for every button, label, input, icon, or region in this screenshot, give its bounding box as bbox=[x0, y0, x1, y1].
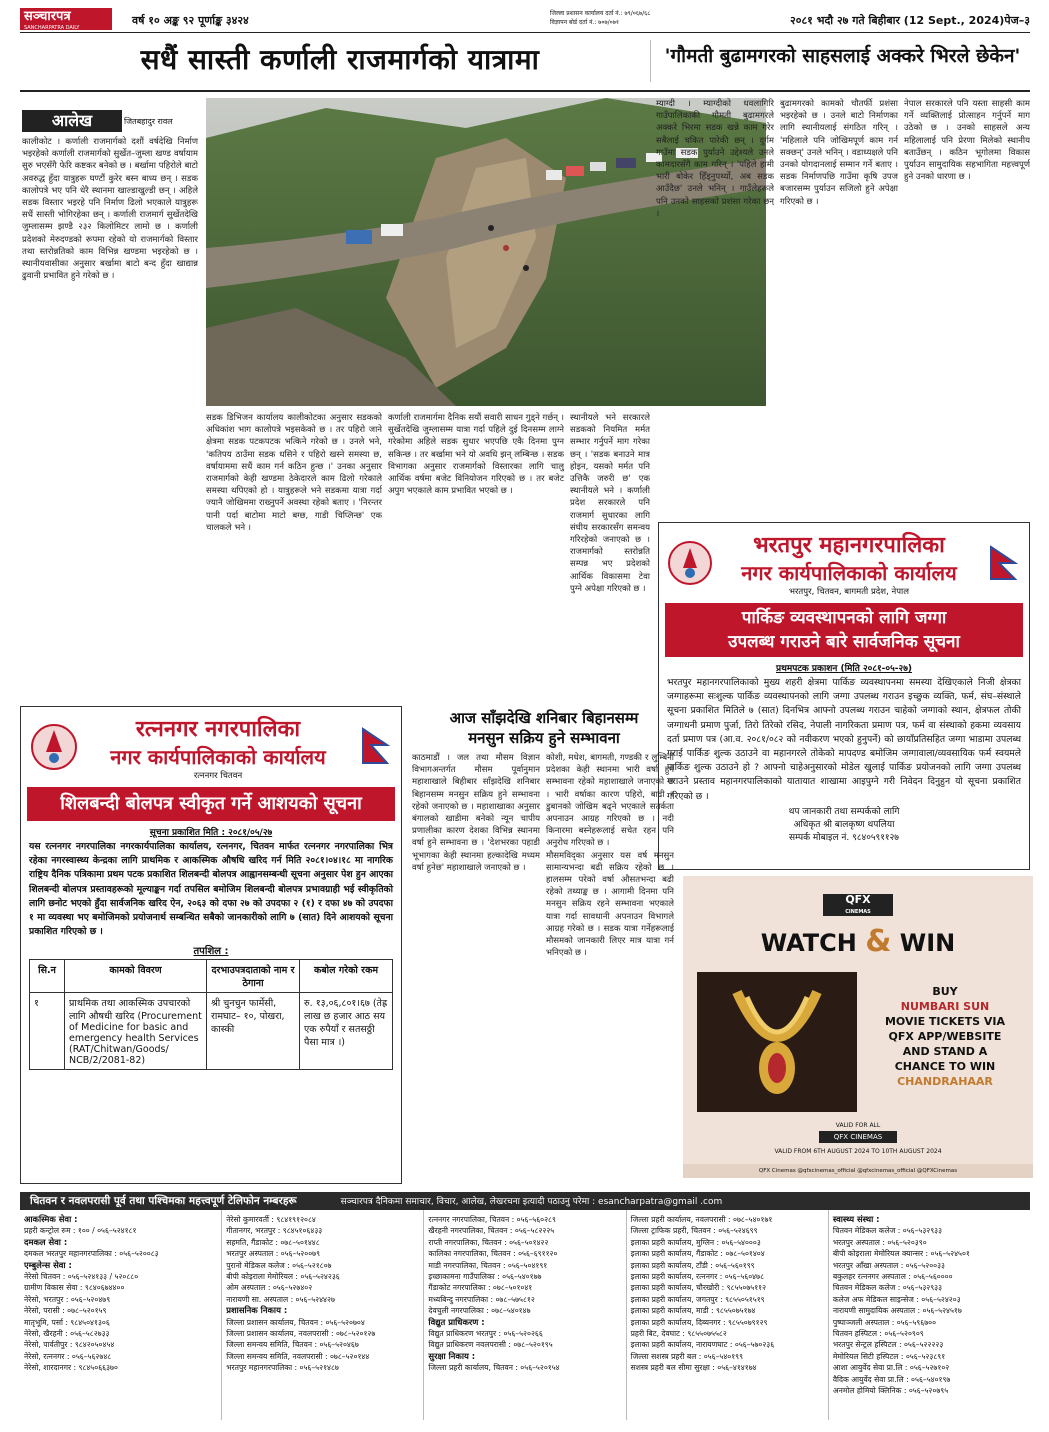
directory-column-5 bbox=[829, 1210, 1030, 1420]
directory-heading: स्वास्थ्य संस्था : bbox=[832, 1214, 880, 1224]
directory-entry: जिल्ला सशस्त्र प्रहरी बल : ०५६–५४०१९९ bbox=[630, 1351, 744, 1361]
directory-entry: मेमोरियल सिटी हस्पिटल : ०५६–५२३८९१ bbox=[832, 1351, 946, 1361]
bharatpur-title: पार्किङ व्यवस्थापनको लागि जग्गा उपलब्ध गराउने बारे सार्वजनिक सूचना bbox=[665, 603, 1023, 657]
directory-entry: भरतपुर अस्पताल : ०५६–५२००७९ bbox=[226, 1249, 321, 1259]
directory-entry: मध्यबिन्दु नगरपालिका : ०७८–५७५८१२ bbox=[428, 1294, 535, 1304]
watch-win-title: WATCH & WIN bbox=[760, 924, 956, 959]
publication-date: २०८१ भदौ २७ गते बिहीबार (12 Sept., 2024) bbox=[790, 14, 1005, 27]
directory-bar: चितवन र नवलपरासी पूर्व तथा पश्चिमका महत्त्वपूर्ण टेलिफोन नम्बरहरू सञ्चारपत्र दैनिकमा समाचार, विचार, आलेख, लेखरचना इत्यादी पठाउनु परेमा : esancharpatra@gmail .com bbox=[20, 1192, 1030, 1210]
directory-entry: इलाका प्रहरी कार्यालय, चौरखोरी : ९८५५०७५११२ bbox=[630, 1283, 767, 1293]
directory-entry: भरतपुर महानगरपालिका : ०५६–५२१४८७ bbox=[226, 1363, 339, 1373]
article2-column-3: नेपाल सरकारले पनि यस्ता साहसी काम गर्ने व्यक्तिलाई प्रोत्साहन गर्नुपर्ने माग उठेको छ । उनको साहसले अन्य महिलालाई पनि प्रेरणा मिलेको स्थानीय बताउँछन् । कठिन भूगोलमा विकास पुर्याउन सामुदायिक सहभागिता महत्त्वपूर्ण हुने उनको धारणा छ । bbox=[904, 99, 1030, 183]
directory-entry: जिल्ला प्रहरी कार्यालय, चितवन : ०५६–५२०१५४ bbox=[428, 1363, 560, 1373]
valid-dates: VALID FROM 6TH AUGUST 2024 TO 10TH AUGUST 2024 bbox=[774, 1148, 942, 1155]
phone-directory bbox=[20, 1192, 1030, 1424]
directory-entry: भरतपुर अस्पताल : ०५६–५२०३९० bbox=[832, 1237, 927, 1247]
directory-entry: इलाका प्रहरी कार्यालय, मुग्लिन : ०५६–५४०००३ bbox=[630, 1237, 761, 1247]
directory-entry: कालिका नगरपालिका, चितवन : ०५६–६९११२० bbox=[428, 1249, 558, 1259]
bharatpur-pubdate: प्रथमपटक प्रकाशन (मिति २०८१-०५-२७) bbox=[775, 664, 912, 674]
directory-entry: कलेज अफ मेडिकल साइन्सेज : ०५६–५२४२०३ bbox=[832, 1294, 961, 1304]
registration-info: जिल्ला प्रशासन कार्यालय दर्ता नं.: ७९/०६७/६८ विज्ञापन बोर्ड दर्ता नं.: ७०७/०७१ bbox=[550, 10, 651, 26]
nepal-emblem-icon bbox=[667, 540, 713, 586]
ratnanagar-notice-ad bbox=[20, 706, 402, 1184]
directory-entry: दमकल भरतपुर महानगरपालिका : ०५६–५२००८३ bbox=[24, 1249, 159, 1259]
directory-entry: ओम अस्पताल : ०५६–५२७४०२ bbox=[226, 1283, 313, 1293]
directory-entry: बीपी कोइराला मेमोरियल : ०५६–५२४२३६ bbox=[226, 1272, 340, 1282]
directory-entry: माडी नगरपालिका, चितवन : ०५६–५०४१९१ bbox=[428, 1260, 548, 1270]
directory-heading: दमकल सेवा : bbox=[24, 1236, 68, 1247]
directory-entry: इलाका प्रहरी कार्यालय, गैंडाकोट : ०७८–५०१४०४ bbox=[630, 1249, 765, 1259]
masthead bbox=[20, 8, 1030, 33]
directory-entry: राप्ती नगरपालिका, चितवन : ०५६–५०१४२२ bbox=[428, 1237, 549, 1247]
directory-entry: नेरेसो, परासी : ०७८–५२०१५९ bbox=[24, 1306, 107, 1316]
valid-at: QFX CINEMAS bbox=[819, 1131, 897, 1143]
directory-entry: खैरहनी नगरपालिका, चितवन : ०५६–५८२२२५ bbox=[428, 1226, 555, 1236]
directory-heading: आकस्मिक सेवा : bbox=[24, 1214, 78, 1224]
directory-entry: जिल्ला समन्वय समिति, नवलपरासी : ०७८–५२०१४४ bbox=[226, 1351, 370, 1361]
directory-entry: इच्छाकामना गाउँपालिका : ०५६–५४०१७७ bbox=[428, 1272, 542, 1282]
directory-entry: जिल्ला प्रशासन कार्यालय, नवलपरासी : ०७८–५२०१२७ bbox=[226, 1329, 376, 1339]
directory-entry: इलाका प्रहरी कार्यालय, दिब्यनगर : ९८५५०७९१२९ bbox=[630, 1317, 768, 1327]
directory-entry: इलाका प्रहरी कार्यालय, माडी : ९८५५०७५१७४ bbox=[630, 1306, 756, 1316]
directory-entry: ग्रामीण विकास सेवा : ९८४०६७४४०० bbox=[24, 1283, 125, 1293]
directory-entry: आशा आयुर्वेद सेवा प्रा.लि : ०५६–५२७१०२ bbox=[832, 1363, 950, 1373]
nepal-emblem-icon bbox=[29, 722, 79, 772]
col-amount: कबोल गरेको रकम bbox=[300, 960, 393, 993]
directory-entry: सशस्त्र प्रहरी बल सीमा सुरक्षा : ०५६–४१४१७४ bbox=[630, 1363, 757, 1373]
directory-entry: नेरेसो, खैरहनी : ०५६–५८२७३३ bbox=[24, 1329, 110, 1339]
directory-entry: जिल्ला प्रशासन कार्यालय, चितवन : ०५६–५२०७०४ bbox=[226, 1317, 365, 1327]
section-label: आलेख bbox=[22, 110, 122, 132]
bharatpur-contact: थप जानकारी तथा सम्पर्कको लागि अधिकृत श्री बालकृष्ण थपलिया सम्पर्क मोबाइल नं. ९८४०५९११२७ bbox=[788, 806, 900, 843]
ratnanagar-address: रत्ननगर चितवन bbox=[193, 771, 243, 781]
qfx-offer-text: BUY NUMBARI SUN MOVIE TICKETS VIA QFX APP/WEBSITE AND STAND A CHANCE TO WIN CHANDRAHAAR bbox=[884, 985, 1006, 1088]
directory-entry: भरतपुर आँखा अस्पताल : ०५६–५२००३३ bbox=[832, 1260, 946, 1270]
directory-entry: चितवन मेडिकल कलेज : ०५६–५३२९३३ bbox=[832, 1226, 943, 1236]
directory-entry: पुष्पाञ्जली अस्पताल : ०५६–५९६७०० bbox=[832, 1317, 937, 1327]
directory-entry: गैंडाकोट नगरपालिका : ०७८–५०१०४१ bbox=[428, 1283, 533, 1293]
directory-entry: नारायणी सामुदायिक अस्पताल : ०५६–५२४५१७ bbox=[832, 1306, 962, 1316]
directory-entry: भरतपुर सेन्ट्रल हस्पिटल : ०५६–५२२२२३ bbox=[832, 1340, 944, 1350]
col-bidder: दरभाउपत्रदाताको नाम र ठेगाना bbox=[207, 960, 300, 993]
valid-for: VALID FOR ALL bbox=[835, 1122, 881, 1129]
directory-entry: गीतानगर, भरतपुर : ९८४५१०६४३३ bbox=[226, 1226, 323, 1236]
directory-entry: इलाका प्रहरी कार्यालय, टाँडी : ०५६–५६०१९९ bbox=[630, 1260, 755, 1270]
article1-headline: सधैं सास्ती कर्णाली राजमार्गको यात्रामा bbox=[140, 43, 540, 76]
necklace-image bbox=[697, 972, 857, 1112]
directory-heading: विद्युत प्राधिकरण : bbox=[428, 1316, 485, 1327]
article1-column-4: स्थानीयले भने सरकारले सडकको नियमित मर्मत सम्भार गर्नुपर्ने माग गरेका छन् । 'सडक बनाउने मात्र होइन, यसको मर्मत पनि उत्तिकै जरुरी छ' एक स्थानीयले भने । कर्णाली प्रदेश सरकारले पनि राजमार्ग सुधारका लागि संघीय सरकारसँग समन्वय गरिरहेको जनाएको छ । राजमार्गको स्तरोन्नति सम्पन्न भए प्रदेशको आर्थिक विकासमा टेवा पुग्ने अपेक्षा गरिएको छ । bbox=[570, 413, 650, 594]
directory-entry: इलाका प्रहरी कार्यालय, नारायणघाट : ०५६–५७०२३६ bbox=[630, 1340, 775, 1350]
ratnanagar-body: यस रत्ननगर नगरपालिका नगरकार्यपालिका कार्यालय, रत्ननगर, चितवन मार्फत रत्ननगर नगरपालिका भित्र रहेका नगरस्वास्थ्य केन्द्रका लागि प्राथमिक र आकस्मिक औषधि खरिद गर्न मिति २०८१।०४।१८ मा नागरिक राष्ट्रिय दैनिक पत्रिकामा प्रथम पटक प्रकाशित शिलबन्दी बोलपत्र आह्वानसम्बन्धी सूचना अनुसार पेश हुन आएका शिलबन्दी बोलपत्र प्रस्तावहरूको मूल्याङ्कन गर्दा तपसिल बमोजिम शिलबन्दी बोलपत्र प्रभावग्राही भई स्वीकृतिको लागि छनोट भएको हुँदा सार्वजनिक खरिद ऐन, २०६३ को दफा २७ को उपदफा २ (१) र दफा ४७ को उपदफा १ मा व्यवस्था भए बमोजिमको प्रयोजनार्थ सम्बन्धित सबैको जानकारीको लागि ७ (सात) दिने आशयको सूचना प्रकाशित गरिएको छ । bbox=[29, 841, 393, 938]
directory-entry: वैदिक आयुर्वेद सेवा प्रा.लि : ०५६–५४०१९७ bbox=[832, 1374, 951, 1384]
issue-info: वर्ष १० अङ्क ९२ पूर्णाङ्क ३४२४ bbox=[132, 14, 249, 27]
article1-column-3: कर्णाली राजमार्गमा दैनिक सयौं सवारी साधन गुड्ने गर्छन् । सुर्खेतदेखि जुम्लासम्म यात्रा गर्दा पहिले दुई दिनसम्म लाग्ने गरेकोमा अहिले सडक सुधार भएपछि एकै दिनमा पुग्न सकिन्छ । तर बर्खामा भने यो अवधि झन् लम्बिन्छ । सडक विभागका अनुसार राजमार्गको विस्तारका लागि चालु आर्थिक वर्षमा बजेट विनियोजन गरिएको छ । तर बजेट अपुग भएकाले काम प्रभावित भएको छ । bbox=[388, 413, 564, 497]
directory-entry: चितवन हस्पिटल : ०५६–५२०९०९ bbox=[832, 1329, 924, 1339]
directory-entry: देवचुली नगरपालिका : ०७८–५४०१४७ bbox=[428, 1306, 531, 1316]
directory-column-4 bbox=[627, 1210, 829, 1420]
ratnanagar-pubdate: सूचना प्रकाशित मिति : २०८१/०५/२७ bbox=[149, 828, 273, 838]
headline-divider bbox=[650, 40, 651, 82]
table-header-row bbox=[30, 960, 393, 993]
directory-entry: नेरेसो, शारदानगर : ९८४५०६६३७० bbox=[24, 1363, 118, 1373]
directory-entry: बीपी कोइराला मेमोरियल क्यान्सर : ०५६–५२४५०१ bbox=[832, 1249, 970, 1259]
bharatpur-address: भरतपुर, चितवन, बागमती प्रदेश, नेपाल bbox=[788, 587, 909, 597]
directory-entry: इलाका प्रहरी कार्यालय, जगतपुर : ९८५५०५१५१९ bbox=[630, 1294, 765, 1304]
newspaper-logo: सञ्चारपत्र SANCHARPATRA DAILY bbox=[20, 8, 112, 30]
col-description: कामको विवरण bbox=[65, 960, 207, 993]
header-rule bbox=[20, 90, 1030, 92]
directory-entry: जिल्ला समन्वय समिति, चितवन : ०५६–५२०४६७ bbox=[226, 1340, 359, 1350]
bharatpur-office: नगर कार्यपालिकाको कार्यालय bbox=[741, 561, 957, 585]
ratnanagar-office: नगर कार्यपालिकाको कार्यालय bbox=[110, 745, 326, 769]
article3-headline: आज साँझदेखि शनिबार बिहानसम्म मनसुन सक्रिय हुने सम्भावना bbox=[449, 709, 639, 747]
qfx-logo: QFX CINEMAS bbox=[823, 894, 893, 916]
directory-heading: सुरक्षा निकाय : bbox=[428, 1350, 476, 1361]
directory-entry: इलाका प्रहरी कार्यालय, रत्ननगर : ०५६–५६०४७८ bbox=[630, 1272, 765, 1282]
byline: जितबहादुर रावल bbox=[124, 117, 173, 126]
directory-column-1 bbox=[20, 1210, 222, 1420]
bharatpur-org: भरतपुर महानगरपालिका bbox=[753, 533, 945, 558]
tender-table bbox=[29, 959, 393, 1070]
directory-entry: बकुलहर रत्ननगर अस्पताल : ०५६–५६०००० bbox=[832, 1272, 953, 1282]
article2-column-1: म्याग्दी । म्याग्दीको धवलागिरि गाउँपालिकाकी गौमती बुढामगरले अक्करे भिरमा सडक खन्ने काम गरेर सबैलाई चकित पारेकी छन् । दुर्गम गाउँमा सडक पुर्याउने उद्देश्यले उनले कामदारसँगै काम गरिन् । 'पहिले हामी भारी बोकेर हिँड्नुपर्थ्यो, अब सडक आउँदैछ' उनले भनिन् । गाउँलेहरूले पनि उनको साहसको प्रशंसा गरेका छन् । bbox=[656, 99, 774, 219]
bharatpur-notice-ad bbox=[658, 522, 1030, 870]
directory-entry: नारायणी सा. अस्पताल : ०५६–५२४४२७ bbox=[226, 1294, 335, 1304]
bharatpur-body: भरतपुर महानगरपालिकाको मुख्य शहरी क्षेत्रमा पार्किङ व्यवस्थापनमा समस्या देखिएकाले निजी क्षेत्रका जग्गाहरूमा सःशुल्क पार्किङ व्यवस्थापनको लागि जग्गा उपलब्ध गराउन इच्छुक व्यक्ति, फर्म, संघ–संस्थाले सूचना प्रकाशित मितिले ७ (सात) दिनभित्र आफ्नो उपलब्ध गराउन चाहेको जग्गाको स्थान, क्षेत्रफल तोकी जग्गाधनी प्रमाण पुर्जा, तिरो तिरेको रसिद, नेपाली नागरिकता प्रमाण पत्र, फर्म वा संस्थाको हकमा व्यवसाय दर्ता प्रमाण पत्र (आ.व. २०८१/०८२ को नवीकरण भएको हुनुपर्ने) को छायाँप्रतिसहित जग्गा भाडामा उपलब्ध गराई पार्किङ शुल्क उठाउने वा महानगरले तोकेको मापदण्ड बमोजिम जग्गावाला/व्यवसायिक फर्म स्वयमले पार्किङ शुल्क उठाउने हो ? आफ्नो चाहेअनुसारको मोडेल खुलाई पार्किङ प्रयोजनको लागि जग्गा उपलब्ध गराउने प्रस्ताव महानगरपालिकाको यातायात शाखामा आइपुग्ने गरी निवेदन दिनुहुन यो सूचना प्रकाशित गरिएको छ । bbox=[667, 677, 1021, 802]
directory-column-2 bbox=[222, 1210, 424, 1420]
article1-column-2: सडक डिभिजन कार्यालय कालीकोटका अनुसार सडकको अधिकांश भाग कालोपत्रे भइसकेको छ । तर पहिरो जाने क्षेत्रमा सडक पटकपटक भत्किने गरेको छ । उनले भने, 'कतिपय ठाउँमा सडक धसिने र पहिरो खस्ने समस्या छ, वर्षायाममा सधैं काम गर्न कठिन हुन्छ ।' उनका अनुसार राजमार्गको केही खण्डमा ठेकेदारले काम ढिलो गरेकाले समस्या थपिएको हो । यात्रुहरूले भने सडकमा यात्रा गर्दा ज्यानै जोखिममा राख्नुपर्ने अवस्था रहेको बताए । 'निरन्तर पानी पर्दा बाटोमा माटो बग्छ, गाडी चिप्लिन्छ' एक चालकले भने । bbox=[206, 413, 382, 533]
table-row: १ प्राथमिक तथा आकस्मिक उपचारको लागि औषधी खरिद (Procurement of Medicine for basic and emergency health Services (RAT/Chitwan/Goods/ NCB/2/2081-82) श्री चुनचुन फार्मेसी, रामघाट– १०, पोखरा, कास्की रु. १३,०६,८०१।६७ (तेह्र लाख छ हजार आठ सय एक रुपैयाँ र सतसठ्ठी पैसा मात्र ।) bbox=[30, 993, 393, 1070]
directory-entry: जिल्ला प्रहरी कार्यालय, नवलपरासी : ०७८–५४०१७१ bbox=[630, 1215, 773, 1224]
article3-column-2: कोशी, मधेश, बागमती, गण्डकी र लुम्बिनी प्रदेशका केही स्थानमा भारी वर्षा हुने सम्भावना रहेको महाशाखाले जनाएको छ । भारी वर्षाका कारण पहिरो, बाढी र डुबानको जोखिम बढ्ने भएकाले सतर्कता अपनाउन आग्रह गरिएको छ । नदी किनारमा बस्नेहरूलाई सचेत रहन पनि अनुरोध गरिएको छ । मौसमविद्का अनुसार यस वर्ष मनसुन सामान्यभन्दा बढी सक्रिय रहेको छ । हालसम्म परेको वर्षा औसतभन्दा बढी रहेको तथ्याङ्क छ । आगामी दिनमा पनि मनसुन सक्रिय रहने सम्भावना भएकाले यात्रा गर्दा सावधानी अपनाउन विभागले आग्रह गरेको छ । सडक यात्रा गर्नेहरूलाई मौसमको जानकारी लिएर मात्र यात्रा गर्न भनिएको छ । bbox=[546, 753, 674, 959]
nepal-flag-icon bbox=[985, 545, 1021, 581]
qfx-social: QFX Cinemas @qfxcinemas_official @qfxcinemas_official @QFXCinemas bbox=[683, 1164, 1033, 1178]
directory-entry: प्रहरी कन्ट्रोल रुम : १०० / ०५६–५२४१८१ bbox=[24, 1226, 137, 1236]
article1-column-1: कालीकोट । कर्णाली राजमार्गको दशौं वर्षदेखि निर्माण भइरहेको कर्णाली राजमार्गको सुर्खेत–जुम्ला खण्ड वर्षायाम सुरु भएसँगै फेरि कष्टकर बनेको छ । बर्खामा पहिरोले बाटो अवरुद्ध हुँदा यात्रुहरू घण्टौं कुरेर बस्न बाध्य छन् । सडक कालोपत्रे भए पनि धेरै स्थानमा खाल्डाखुल्डी छन् । अहिले सडक विस्तार भइरहे पनि निर्माण ढिलो भएकाले यात्रुहरू सधैं सास्ती भोगिरहेका छन् । कर्णाली राजमार्ग सुर्खेतदेखि जुम्लासम्म झण्डै २३२ किलोमिटर लामो छ । कर्णाली प्रदेशको मेरुदण्डको रूपमा रहेको यो राजमार्गको विस्तार तथा स्तरोन्नतिको काम विभिन्न खण्डमा भइरहेको छ । स्थानीयवासीका अनुसार बर्खामा बाटो बन्द हुँदा खाद्यान्न ढुवानी प्रभावित हुने गरेको छ । bbox=[22, 137, 198, 282]
directory-entry: प्रहरी बिट, देवघाट : ९८५५०७५५८२ bbox=[630, 1329, 727, 1339]
directory-heading: एम्बुलेन्स सेवा : bbox=[24, 1259, 72, 1270]
ratnanagar-title: शिलबन्दी बोलपत्र स्वीकृत गर्ने आशयको सूचना bbox=[27, 787, 395, 821]
directory-entry: विद्युत प्राधिकरण भरतपुर : ०५६–५२०२६६ bbox=[428, 1329, 543, 1339]
directory-column-3 bbox=[424, 1210, 626, 1420]
directory-entry: सहमति, गैंडाकोट : ०७८–५०१४४८ bbox=[226, 1237, 320, 1247]
page-number: पेज–३ bbox=[1004, 14, 1030, 27]
directory-entry: नेरेसो चितवन : ०५६–५२४१३३ / ५२०८८० bbox=[24, 1272, 139, 1282]
directory-heading: प्रशासनिक निकाय : bbox=[226, 1305, 288, 1316]
directory-entry: पुरानो मेडिकल कलेज : ०५६–५२१८०७ bbox=[226, 1260, 332, 1270]
article2-column-2: बुढामगरको कामको चौतर्फी प्रशंसा भइरहेको छ । उनले बाटो निर्माणका लागि स्थानीयलाई संगठित गरिन् । 'महिलाले पनि जोखिमपूर्ण काम गर्न सक्छन्' उनले भनिन् । वडाध्यक्षले पनि उनको योगदानलाई सम्मान गर्ने बताए । सडक निर्माणपछि गाउँमा कृषि उपज बजारसम्म पुर्याउन सजिलो हुने अपेक्षा गरिएको छ । bbox=[780, 99, 898, 207]
directory-entry: चितवन मेडिकल कलेज : ०५६–५३२९३३ bbox=[832, 1283, 943, 1293]
directory-entry: नेरेसो कुमारवर्ती : ९८४१९१२०८४ bbox=[226, 1215, 316, 1224]
nepal-flag-icon bbox=[357, 727, 393, 767]
directory-entry: मातृभूमि, पर्सा : ९८४५०४१३०६ bbox=[24, 1317, 110, 1327]
col-sn: सि.न bbox=[30, 960, 65, 993]
ratnanagar-org: रत्ननगर नगरपालिका bbox=[135, 717, 301, 742]
directory-entry: जिल्ला ट्राफिक प्रहरी, चितवन : ०५६–५२४६९९ bbox=[630, 1226, 758, 1236]
directory-entry: नेरेसो, रत्ननगर : ०५६–५६२७४८ bbox=[24, 1351, 112, 1361]
directory-entry: नेरेसो, भरतपुर : ०५६–५२०४७९ bbox=[24, 1294, 111, 1304]
tapsil-label: तपशिल : bbox=[193, 946, 229, 958]
directory-entry: नेरेसो, पार्वतीपुर : ९८४२०५०४५४ bbox=[24, 1340, 115, 1350]
directory-entry: अनमोल होमियो क्लिनिक : ०५६–५२०७९५ bbox=[832, 1386, 949, 1396]
article2-headline: 'गौमती बुढामगरको साहसलाई अक्करे भिरले छेकेन' bbox=[664, 45, 1021, 67]
directory-entry: रत्ननगर नगरपालिका, चितवन : ०५६–५६०२८९ bbox=[428, 1215, 556, 1224]
article3-column-1: काठमाडौं । जल तथा मौसम विज्ञान विभागअन्तर्गत मौसम पूर्वानुमान महाशाखाले बिहीबार साँझदेखि शनिबार बिहानसम्म मनसुन सक्रिय हुने सम्भावना रहेको जनाएको छ । महाशाखाका अनुसार बंगालको खाडीमा बनेको न्यून चापीय प्रणालीका कारण देशका विभिन्न स्थानमा वर्षा हुने सम्भावना छ । 'देशभरका पहाडी भूभागका केही स्थानमा हल्कादेखि मध्यम वर्षा हुनेछ' महाशाखाले जनाएको छ । bbox=[412, 753, 540, 873]
directory-entry: विद्युत प्राधिकरण नवलपरासी : ०७८–५२०१९५ bbox=[428, 1340, 553, 1350]
qfx-ad bbox=[683, 876, 1033, 1178]
